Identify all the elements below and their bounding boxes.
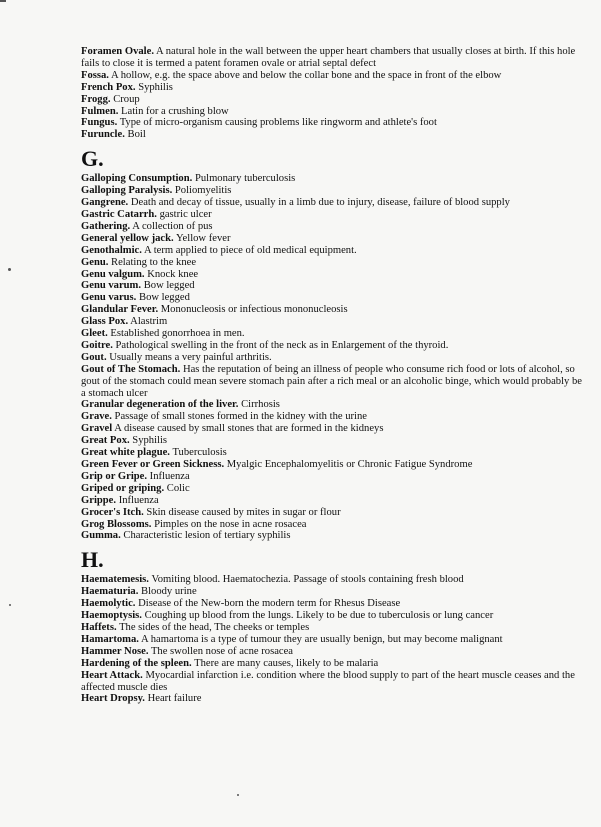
glossary-entry (81, 507, 586, 519)
entry-definition: Syphilis (132, 435, 168, 447)
entry-term: Great white plague. (81, 447, 170, 459)
entry-definition: A natural hole in the wall between the upper heart chambers that usually closes at birth. If this hole fails to close it is termed a patent foramen ovale or atrial septal defect (81, 46, 576, 69)
entry-term: Green Fever or Green Sickness. (81, 459, 225, 470)
glossary-entry (81, 646, 586, 658)
entry-term: Haemoptysis. (81, 610, 142, 622)
glossary-entry (81, 399, 586, 411)
entry-term: Gout of The Stomach. (81, 363, 181, 375)
entry-definition: The swollen nose of acne rosacea (150, 645, 294, 657)
entry-term: Hammer Nose. (81, 645, 149, 657)
entry-definition: Has the reputation of being an illness of people who consume rich food or lots of alcohol, so gout of the stomach could mean severe stomach pain after a rich meal or an alcoholic binge, which would probably be a stomach ulcer (81, 363, 582, 399)
glossary-entry (81, 634, 586, 646)
entry-term: Foramen Ovale. (81, 46, 154, 57)
entry-definition: Cirrhosis (241, 399, 280, 411)
glossary-entry (81, 658, 586, 670)
entry-definition: Bow legged (143, 280, 195, 292)
entry-term: Grave. (81, 411, 112, 423)
glossary-entry (81, 459, 586, 471)
entry-definition: Characteristic lesion of tertiary syphilis (123, 530, 291, 542)
glossary-entry (81, 245, 586, 257)
entry-term: French Pox. (81, 81, 136, 93)
entry-term: Grog Blossoms. (81, 518, 152, 530)
entry-definition: A term applied to piece of old medical equipment. (144, 244, 357, 256)
entry-term: Grippe. (81, 494, 117, 506)
glossary-entry (81, 197, 586, 209)
section-g (81, 173, 586, 542)
entry-definition: Heart failure (147, 693, 202, 705)
glossary-entry (81, 530, 586, 542)
entry-term: Glass Pox. (81, 316, 129, 328)
glossary-entry (81, 221, 586, 233)
entry-definition: Boil (127, 129, 146, 141)
entry-term: Gleet. (81, 328, 108, 340)
entry-definition: A disease caused by small stones that are formed in the kidneys (114, 423, 384, 435)
section-heading-h: H. (81, 547, 104, 573)
entry-term: Fungus. (81, 117, 118, 129)
entry-term: Haffets. (81, 621, 117, 633)
entry-term: Frogg. (81, 93, 111, 105)
entry-term: Haematuria. (81, 586, 139, 598)
entry-term: Gangrene. (81, 197, 129, 209)
entry-term: Genu varus. (81, 292, 137, 304)
glossary-entry (81, 610, 586, 622)
entry-term: Hamartoma. (81, 633, 139, 645)
glossary-entry (81, 411, 586, 423)
entry-definition: Knock knee (147, 268, 199, 280)
entry-term: Grip or Gripe. (81, 470, 148, 482)
entry-definition: Influenza (118, 494, 159, 506)
entry-definition: Pimples on the nose in acne rosacea (154, 518, 307, 530)
entry-term: Genu varum. (81, 280, 142, 292)
entry-term: Griped or griping. (81, 482, 165, 494)
scan-speck (237, 794, 239, 796)
entry-term: Granular degeneration of the liver. (81, 399, 239, 411)
glossary-entry (81, 82, 586, 94)
entry-term: Galloping Paralysis. (81, 185, 173, 197)
glossary-entry (81, 352, 586, 364)
entry-definition: Usually means a very painful arthritis. (109, 351, 272, 363)
entry-definition: Skin disease caused by mites in sugar or flour (146, 506, 341, 518)
glossary-page (81, 46, 586, 705)
glossary-entry (81, 129, 586, 141)
entry-term: Gastric Catarrh. (81, 208, 157, 220)
entry-definition: Relating to the knee (111, 256, 197, 268)
glossary-entry (81, 693, 586, 705)
entry-definition: gastric ulcer (159, 208, 212, 220)
glossary-entry (81, 328, 586, 340)
scan-edge-mark (0, 0, 6, 2)
entry-term: Galloping Consumption. (81, 173, 193, 185)
glossary-entry (81, 316, 586, 328)
entry-term: Genothalmic. (81, 244, 142, 256)
entry-definition: Myocardial infarction i.e. condition where the blood supply to part of the heart muscle ceases and the affected muscle dies (81, 669, 575, 693)
entry-term: Fossa. (81, 69, 109, 81)
entry-definition: Mononucleosis or infectious mononucleosis (160, 304, 348, 316)
glossary-entry (81, 46, 586, 70)
section-h (81, 574, 586, 705)
entry-term: Haemolytic. (81, 598, 136, 610)
entry-definition: A hamartoma is a type of tumour they are usually benign, but may become malignant (141, 633, 503, 645)
section-f-continued (81, 46, 586, 141)
entry-term: Glandular Fever. (81, 304, 159, 316)
entry-definition: Tuberculosis (172, 447, 227, 459)
glossary-entry (81, 340, 586, 352)
entry-definition: Coughing up blood from the lungs. Likely to be due to tuberculosis or lung cancer (144, 610, 494, 622)
glossary-entry (81, 185, 586, 197)
glossary-entry (81, 574, 586, 586)
glossary-entry (81, 233, 586, 245)
entry-term: Haematemesis. (81, 574, 149, 586)
entry-definition: Death and decay of tissue, usually in a limb due to injury, disease, failure of blood supply (130, 197, 510, 209)
entry-term: Grocer's Itch. (81, 506, 144, 518)
entry-definition: Influenza (149, 470, 190, 482)
glossary-entry (81, 423, 586, 435)
entry-term: Gumma. (81, 530, 121, 542)
scan-speck (8, 268, 11, 271)
entry-term: Genu valgum. (81, 268, 145, 280)
entry-term: Goitre. (81, 339, 113, 351)
glossary-entry (81, 106, 586, 118)
glossary-entry (81, 94, 586, 106)
glossary-entry (81, 471, 586, 483)
glossary-entry (81, 598, 586, 610)
entry-definition: Bow legged (139, 292, 190, 304)
entry-term: Furuncle. (81, 129, 125, 141)
entry-definition: Myalgic Encephalomyelitis or Chronic Fatigue Syndrome (226, 459, 473, 470)
entry-term: Hardening of the spleen. (81, 657, 192, 669)
entry-definition: Disease of the New-born the modern term for Rhesus Disease (138, 598, 401, 610)
glossary-entry (81, 70, 586, 82)
entry-definition: Bloody urine (141, 586, 197, 598)
glossary-entry (81, 173, 586, 185)
glossary-entry (81, 209, 586, 221)
entry-definition: A hollow, e.g. the space above and below the collar bone and the space in front of the elbow (111, 69, 502, 81)
entry-term: Heart Attack. (81, 669, 143, 681)
entry-definition: There are many causes, likely to be malaria (194, 657, 379, 669)
entry-definition: Croup (113, 93, 140, 105)
glossary-entry (81, 257, 586, 269)
glossary-entry (81, 304, 586, 316)
glossary-entry (81, 292, 586, 304)
entry-definition: Pathological swelling in the front of the neck as in Enlargement of the thyroid. (115, 339, 449, 351)
glossary-entry (81, 117, 586, 129)
glossary-entry (81, 269, 586, 281)
entry-definition: Latin for a crushing blow (121, 105, 229, 117)
glossary-entry (81, 364, 586, 400)
entry-term: Gout. (81, 351, 107, 363)
glossary-entry (81, 280, 586, 292)
entry-definition: Colic (166, 482, 190, 494)
glossary-entry (81, 622, 586, 634)
entry-term: Heart Dropsy. (81, 693, 145, 705)
entry-definition: Syphilis (138, 81, 173, 93)
glossary-entry (81, 435, 586, 447)
entry-term: Fulmen. (81, 105, 119, 117)
entry-term: Great Pox. (81, 435, 130, 447)
entry-term: Gravel (81, 423, 113, 435)
scan-speck (9, 604, 11, 606)
entry-definition: Alastrim (130, 316, 168, 328)
entry-definition: Poliomyelitis (174, 185, 232, 197)
section-heading-g: G. (81, 146, 104, 172)
glossary-entry (81, 447, 586, 459)
entry-term: Genu. (81, 256, 109, 268)
glossary-entry (81, 586, 586, 598)
entry-definition: Established gonorrhoea in men. (110, 328, 245, 340)
glossary-entry (81, 495, 586, 507)
entry-term: General yellow jack. (81, 232, 174, 244)
glossary-entry (81, 483, 586, 495)
glossary-entry (81, 670, 586, 694)
entry-definition: Vomiting blood. Haematochezia. Passage of stools containing fresh blood (151, 574, 464, 586)
entry-definition: Yellow fever (175, 232, 231, 244)
entry-definition: Type of micro-organism causing problems like ringworm and athlete's foot (119, 117, 437, 129)
entry-term: Gathering. (81, 220, 131, 232)
entry-definition: The sides of the head, The cheeks or temples (119, 621, 310, 633)
glossary-entry (81, 519, 586, 531)
entry-definition: Pulmonary tuberculosis (194, 173, 296, 185)
entry-definition: A collection of pus (132, 220, 213, 232)
entry-definition: Passage of small stones formed in the kidney with the urine (114, 411, 367, 423)
